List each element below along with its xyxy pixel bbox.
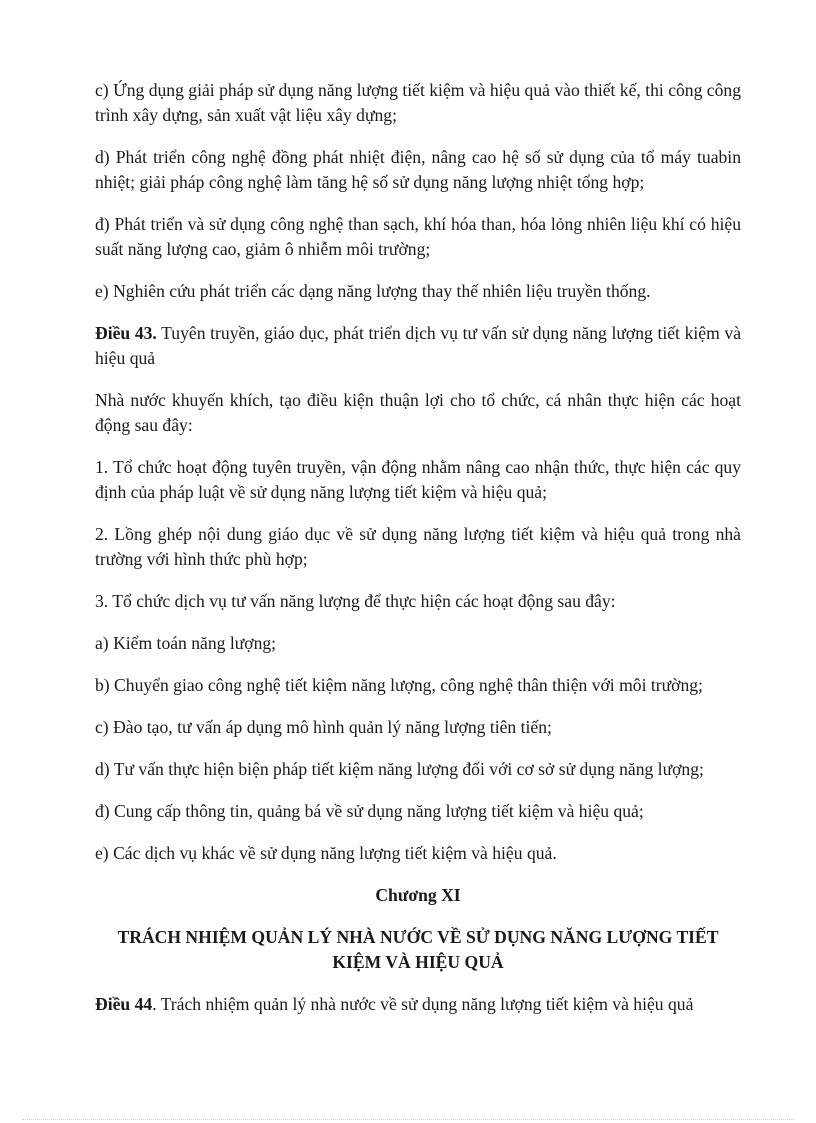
article-43-heading [95, 321, 741, 371]
page-bottom-divider [22, 1119, 794, 1120]
paragraph-item-3: 3. Tổ chức dịch vụ tư vấn năng lượng để thực hiện các hoạt động sau đây: [95, 591, 616, 611]
paragraph-d-cogeneration: d) Phát triển công nghệ đồng phát nhiệt điện, nâng cao hệ số sử dụng của tổ máy tuabin nhiệt; giải pháp công nghệ làm tăng hệ số sử dụng năng lượng nhiệt tổng hợp; [95, 147, 741, 192]
paragraph-item-2: 2. Lồng ghép nội dung giáo dục về sử dụng năng lượng tiết kiệm và hiệu quả trong nhà trường với hình thức phù hợp; [95, 524, 741, 569]
paragraph-sub-c: c) Đào tạo, tư vấn áp dụng mô hình quản lý năng lượng tiên tiến; [95, 717, 552, 737]
article-44-heading [95, 992, 741, 1017]
paragraph-sub-dd: đ) Cung cấp thông tin, quảng bá về sử dụng năng lượng tiết kiệm và hiệu quả; [95, 801, 644, 821]
paragraph-sub-b: b) Chuyển giao công nghệ tiết kiệm năng lượng, công nghệ thân thiện với môi trường; [95, 675, 703, 695]
paragraph-sub-a: a) Kiểm toán năng lượng; [95, 633, 277, 653]
article-43-title: Tuyên truyền, giáo dục, phát triển dịch vụ tư vấn sử dụng năng lượng tiết kiệm và hiệu quả [95, 323, 742, 368]
paragraph-sub-d: d) Tư vấn thực hiện biện pháp tiết kiệm năng lượng đối với cơ sở sử dụng năng lượng; [95, 759, 704, 779]
paragraph-state-encourages: Nhà nước khuyến khích, tạo điều kiện thuận lợi cho tổ chức, cá nhân thực hiện các hoạt động sau đây: [95, 390, 741, 435]
paragraph-dd-clean-coal: đ) Phát triển và sử dụng công nghệ than sạch, khí hóa than, hóa lỏng nhiên liệu khí có hiệu suất năng lượng cao, giảm ô nhiễm môi trường; [95, 214, 741, 259]
article-43-label: Điều 43. [95, 323, 157, 343]
paragraph-c-application: c) Ứng dụng giải pháp sử dụng năng lượng tiết kiệm và hiệu quả vào thiết kế, thi công công trình xây dựng, sản xuất vật liệu xây dựng; [95, 80, 741, 125]
article-44-title: . Trách nhiệm quản lý nhà nước về sử dụng năng lượng tiết kiệm và hiệu quả [152, 994, 694, 1014]
paragraph-item-1: 1. Tổ chức hoạt động tuyên truyền, vận động nhằm nâng cao nhận thức, thực hiện các quy định của pháp luật về sử dụng năng lượng tiết kiệm và hiệu quả; [95, 457, 741, 502]
paragraph-e-alternative-energy: e) Nghiên cứu phát triển các dạng năng lượng thay thế nhiên liệu truyền thống. [95, 281, 651, 301]
paragraph-sub-e: e) Các dịch vụ khác về sử dụng năng lượng tiết kiệm và hiệu quả. [95, 843, 557, 863]
chapter-number: Chương XI [375, 885, 461, 905]
chapter-title: TRÁCH NHIỆM QUẢN LÝ NHÀ NƯỚC VỀ SỬ DỤNG NĂNG LƯỢNG TIẾT KIỆM VÀ HIỆU QUẢ [117, 927, 719, 972]
article-44-label: Điều 44 [95, 994, 153, 1014]
document-page [95, 78, 741, 1034]
